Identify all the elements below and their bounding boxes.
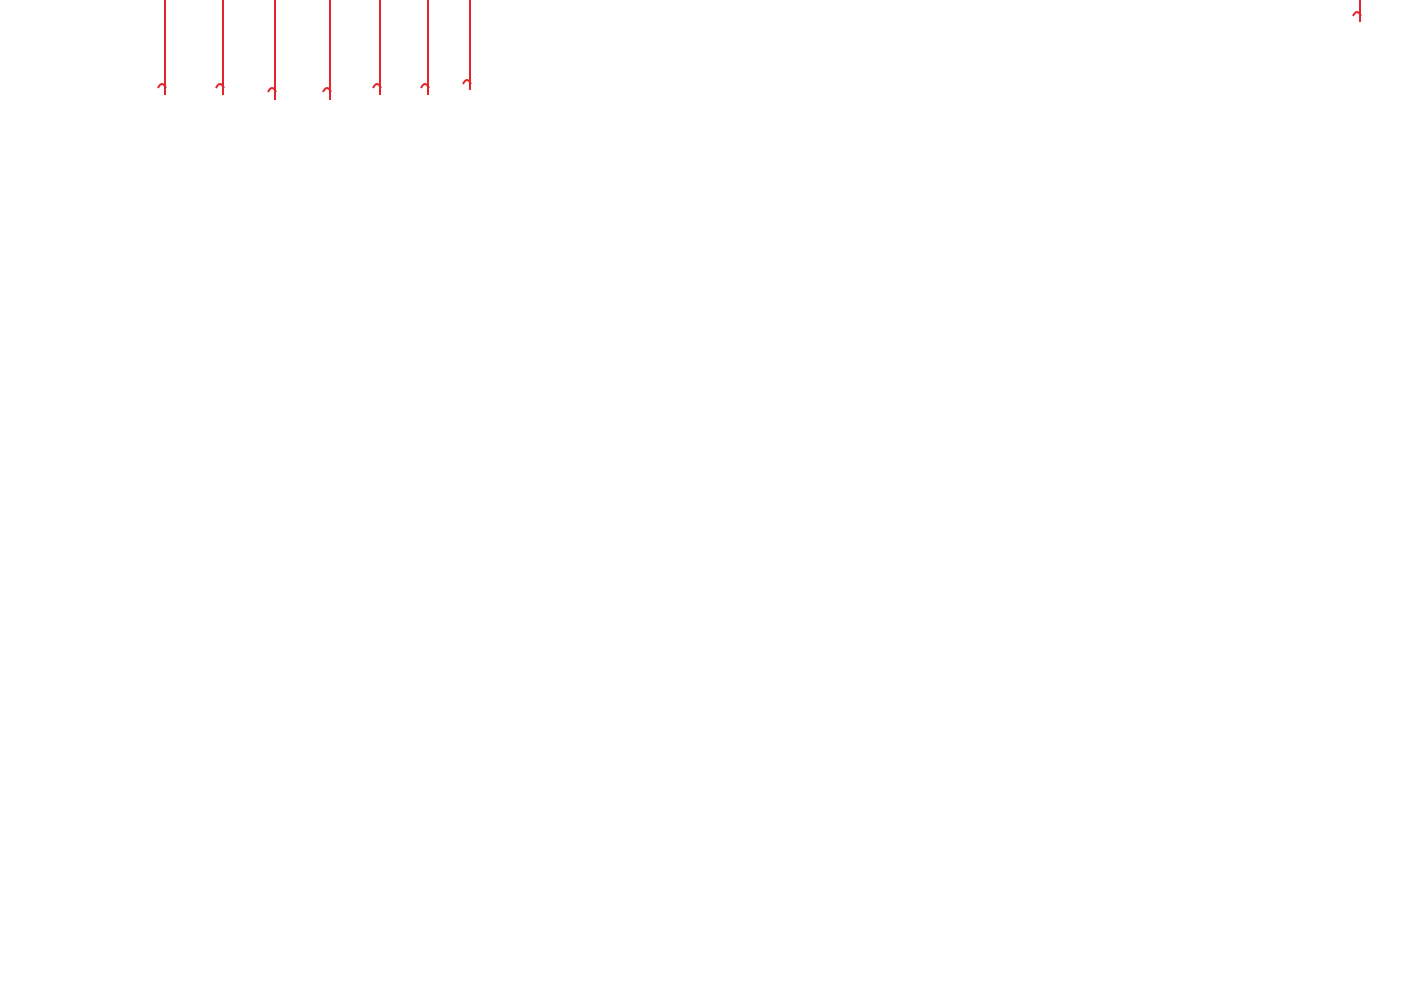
hanging-strings-decoration xyxy=(0,0,1413,200)
